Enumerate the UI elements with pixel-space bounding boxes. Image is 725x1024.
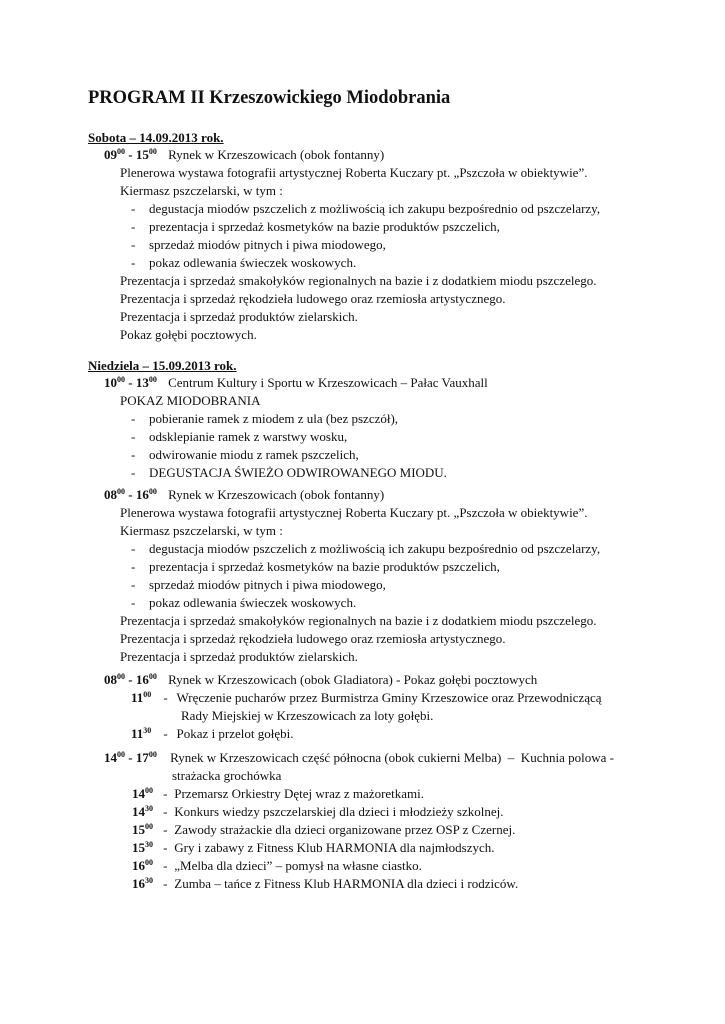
event-place: Rynek w Krzeszowicach (obok fontanny) — [168, 487, 385, 502]
list-item: - degustacja miodów pszczelich z możliwością ich zakupu bezpośrednio od pszczelarzy, — [131, 201, 601, 216]
schedule-item: $15^{30}$ - Gry i zabawy z Fitness Klub HARMONIA dla najmłodszych. — [132, 840, 495, 855]
item-time: $16^{30}$ — [132, 876, 153, 891]
item-time: $16^{00}$ — [132, 858, 153, 873]
item-text: „Melba dla dzieci” – pomysł na własne ciastko. — [174, 858, 422, 873]
event-place-cont: strażacka grochówka — [172, 768, 282, 783]
time-range: $08^{00} - 16^{00}$ — [104, 672, 157, 687]
schedule-item: $16^{00}$ - „Melba dla dzieci” – pomysł na własne ciastko. — [132, 858, 422, 873]
event-line: Kiermasz pszczelarski, w tym : — [120, 183, 283, 198]
event-line: Prezentacja i sprzedaż rękodzieła ludowego oraz rzemiosła artystycznego. — [120, 631, 506, 646]
item-time: $15^{30}$ — [132, 840, 153, 855]
item-text: Wręczenie pucharów przez Burmistrza Gminy Krzeszowice oraz Przewodniczącą — [176, 690, 602, 705]
sunday-event-3 — [104, 671, 602, 743]
event-place: Rynek w Krzeszowicach (obok Gladiatora) - Pokaz gołębi pocztowych — [168, 672, 538, 687]
item-time: $11^{00}$ — [131, 690, 152, 705]
time-range: $08^{00} - 16^{00}$ — [104, 487, 157, 502]
time-range: $09^{00} - 15^{00}$ — [104, 147, 157, 162]
schedule-item: $11^{30}$ - Pokaz i przelot gołębi. — [131, 726, 294, 741]
item-text: Gry i zabawy z Fitness Klub HARMONIA dla najmłodszych. — [174, 840, 495, 855]
sunday-event-1 — [104, 374, 488, 482]
event-line: POKAZ MIODOBRANIA — [120, 393, 261, 408]
event-line: Prezentacja i sprzedaż produktów zielarskich. — [120, 309, 358, 324]
schedule-item: $14^{30}$ - Konkurs wiedzy pszczelarskiej dla dzieci i młodzieży szkolnej. — [132, 804, 504, 819]
list-item: - sprzedaż miodów pitnych i piwa miodowego, — [131, 237, 386, 252]
list-item: - prezentacja i sprzedaż kosmetyków na bazie produktów pszczelich, — [131, 559, 500, 574]
event-line: Plenerowa wystawa fotografii artystycznej Roberta Kuczary pt. „Pszczoła w obiektywie”. — [120, 505, 588, 520]
list-item: - odwirowanie miodu z ramek pszczelich, — [131, 447, 359, 462]
schedule-item: $15^{00}$ - Zawody strażackie dla dzieci organizowane przez OSP z Czernej. — [132, 822, 516, 837]
schedule-item: $14^{00}$ - Przemarsz Orkiestry Dętej wraz z mażoretkami. — [132, 786, 425, 801]
list-item: - sprzedaż miodów pitnych i piwa miodowego, — [131, 577, 386, 592]
item-time: $14^{00}$ — [132, 786, 153, 801]
event-place: Centrum Kultury i Sportu w Krzeszowicach – Pałac Vauxhall — [168, 375, 488, 390]
saturday-event-1 — [104, 146, 600, 344]
list-item: - pobieranie ramek z miodem z ula (bez pszczół), — [131, 411, 399, 426]
time-range: $10^{00} - 13^{00}$ — [104, 375, 157, 390]
item-time: $14^{30}$ — [132, 804, 153, 819]
event-line: Plenerowa wystawa fotografii artystycznej Roberta Kuczary pt. „Pszczoła w obiektywie”. — [120, 165, 588, 180]
event-line: Prezentacja i sprzedaż rękodzieła ludowego oraz rzemiosła artystycznego. — [120, 291, 506, 306]
item-text: Pokaz i przelot gołębi. — [176, 726, 294, 741]
event-header — [104, 486, 600, 504]
event-header — [104, 749, 614, 767]
sunday-heading: Niedziela – 15.09.2013 rok. — [88, 358, 237, 373]
schedule-item: $11^{00}$ - Wręczenie pucharów przez Burmistrza Gminy Krzeszowice oraz Przewodniczącą — [131, 690, 602, 705]
event-line: Kiermasz pszczelarski, w tym : — [120, 523, 283, 538]
event-line: Prezentacja i sprzedaż produktów zielarskich. — [120, 649, 358, 664]
sunday-event-4 — [104, 749, 614, 893]
event-line: Prezentacja i sprzedaż smakołyków regionalnych na bazie i z dodatkiem miodu pszczelego. — [120, 613, 597, 628]
item-time: $15^{00}$ — [132, 822, 153, 837]
sunday-event-2 — [104, 486, 600, 666]
item-text-cont: Rady Miejskiej w Krzeszowicach za loty gołębi. — [181, 708, 434, 723]
list-item: - prezentacja i sprzedaż kosmetyków na bazie produktów pszczelich, — [131, 219, 500, 234]
event-header — [104, 671, 602, 689]
item-text: Zumba – tańce z Fitness Klub HARMONIA dla dzieci i rodziców. — [174, 876, 519, 891]
list-item: - pokaz odlewania świeczek woskowych. — [131, 255, 357, 270]
list-item: - odsklepianie ramek z warstwy wosku, — [131, 429, 348, 444]
schedule-item: $16^{30}$ - Zumba – tańce z Fitness Klub HARMONIA dla dzieci i rodziców. — [132, 876, 519, 891]
saturday-heading: Sobota – 14.09.2013 rok. — [88, 130, 224, 145]
event-line: Pokaz gołębi pocztowych. — [120, 327, 257, 342]
event-header — [104, 374, 488, 392]
event-place: Rynek w Krzeszowicach (obok fontanny) — [168, 147, 385, 162]
list-item: - degustacja miodów pszczelich z możliwością ich zakupu bezpośrednio od pszczelarzy, — [131, 541, 601, 556]
item-time: $11^{30}$ — [131, 726, 152, 741]
event-place: Rynek w Krzeszowicach część północna (obok cukierni Melba) – Kuchnia polowa - — [170, 750, 614, 765]
event-line: Prezentacja i sprzedaż smakołyków regionalnych na bazie i z dodatkiem miodu pszczelego. — [120, 273, 597, 288]
item-text: Przemarsz Orkiestry Dętej wraz z mażoretkami. — [174, 786, 425, 801]
time-range: $14^{00} - 17^{00}$ — [104, 750, 157, 765]
list-item: - pokaz odlewania świeczek woskowych. — [131, 595, 357, 610]
event-header — [104, 146, 600, 164]
page-title: PROGRAM II Krzeszowickiego Miodobrania — [88, 88, 451, 108]
item-text: Konkurs wiedzy pszczelarskiej dla dzieci i młodzieży szkolnej. — [174, 804, 504, 819]
item-text: Zawody strażackie dla dzieci organizowane przez OSP z Czernej. — [174, 822, 516, 837]
list-item: - DEGUSTACJA ŚWIEŻO ODWIROWANEGO MIODU. — [131, 465, 447, 480]
